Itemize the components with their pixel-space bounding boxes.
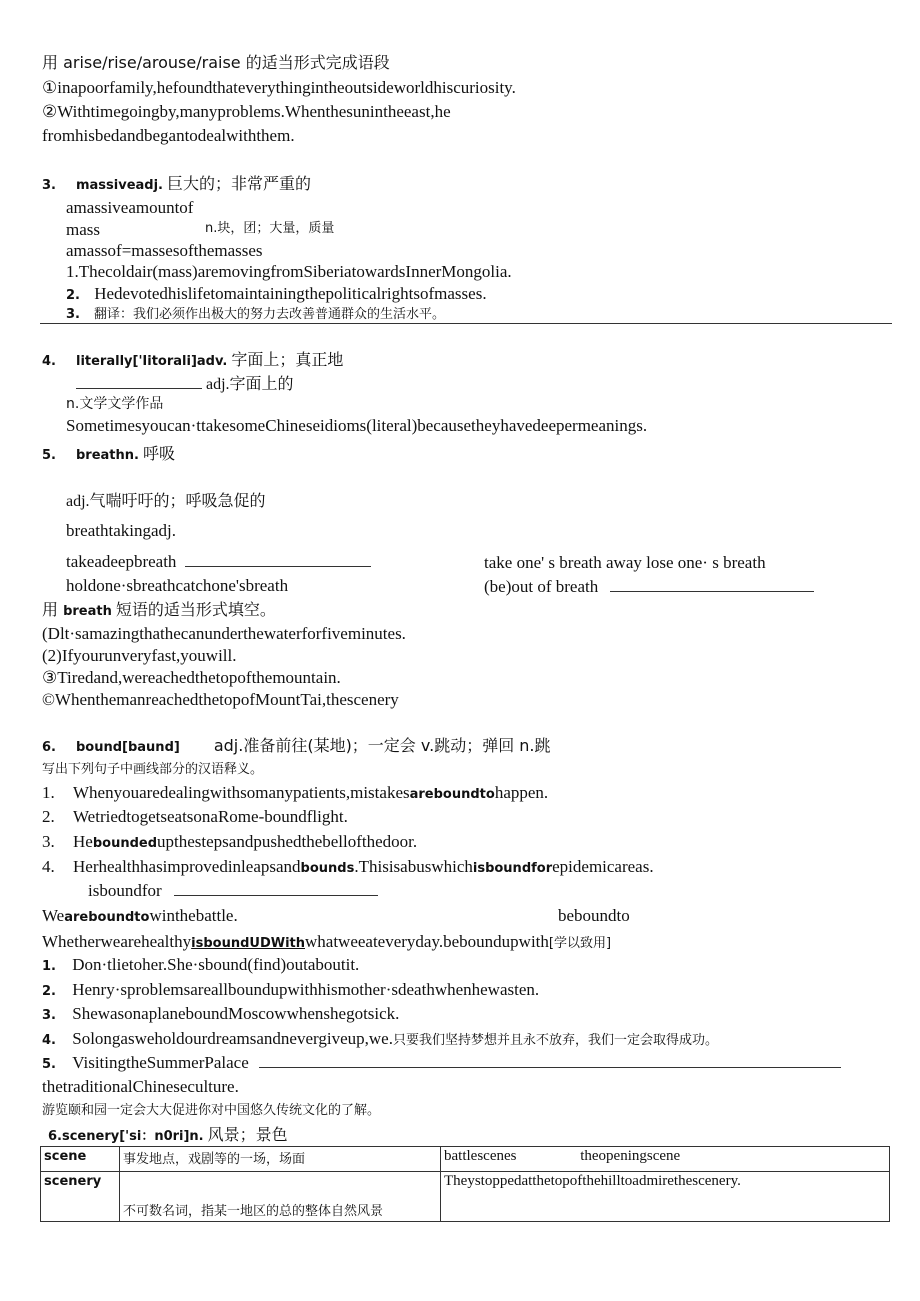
bound-practice-2-number: 2. — [42, 984, 56, 999]
mass-word: mass — [66, 220, 100, 239]
bound-number: 6. — [42, 740, 56, 755]
bound-sentence-4-e: epidemicareas. — [552, 857, 654, 876]
bound-practice-5-number: 5. — [42, 1057, 56, 1072]
bound-sentence-2-number: 2. — [42, 807, 55, 826]
table-example-1: battlescenes — [444, 1148, 517, 1164]
bound-sentence-3-c: upthestepsandpushedthebellofthedoor. — [157, 832, 418, 851]
bound-sentence-4-b: bounds — [300, 861, 355, 876]
bound-practice-1-number: 1. — [42, 959, 56, 974]
bound-example-healthy-c: whatweeateveryday.beboundupwith — [305, 932, 549, 951]
arise-line-1: ①inapoorfamily,hefoundthateverythingintheoutsideworldhiscuriosity. — [42, 78, 516, 97]
mass-phrases: amassof=massesofthemasses — [66, 241, 263, 260]
mass-example-3 — [66, 305, 445, 323]
bound-practice-5 — [42, 1053, 841, 1073]
scenery-heading — [48, 1126, 288, 1145]
isboundfor-text: isboundfor — [88, 881, 162, 900]
bound-example-win-a: We — [42, 906, 65, 925]
bound-sentence-1-a: Whenyouaredealingwithsomanypatients,mistakes — [73, 783, 410, 802]
table-cell-examples — [441, 1172, 890, 1222]
arise-line-2: ②Withtimegoingby,manyproblems.Whenthesunintheeast,he — [42, 102, 451, 121]
bound-sentence-4-number: 4. — [42, 857, 55, 876]
mass-example-1: 1.Thecoldair(mass)aremovingfromSiberiatowardsInnerMongolia. — [66, 262, 512, 281]
breath-phrase-4-blank[interactable] — [610, 577, 814, 592]
mass-example-3-number: 3. — [66, 307, 80, 322]
bound-practice-5-cn: 游览颐和园一定会大大促进你对中国悠久传统文化的了解。 — [42, 1103, 381, 1118]
literally-adj-line — [76, 374, 294, 394]
bound-practice-2 — [42, 980, 539, 1000]
bound-example-win — [42, 906, 238, 926]
bound-practice-3-text: ShewasonaplaneboundMoscowwhenshegotsick. — [72, 1004, 400, 1023]
literally-adj-blank[interactable] — [76, 374, 202, 389]
bound-practice-4-number: 4. — [42, 1033, 56, 1048]
bound-sentence-4-d: isboundfor — [472, 861, 553, 876]
bound-practice-4 — [42, 1029, 718, 1049]
mass-meaning: n.块，团；大量，质量 — [205, 221, 335, 236]
breath-exercise-4: ©WhenthemanreachedthetopofMountTai,thescenery — [42, 690, 399, 709]
bound-practice-5-cont: thetraditionalChineseculture. — [42, 1077, 239, 1096]
bound-sentence-2 — [42, 807, 348, 827]
bound-example-healthy-b: isboundUDWith — [191, 936, 305, 951]
breath-phrase-3: holdone·sbreathcatchone'sbreath — [66, 576, 289, 595]
bound-example-win-c: winthebattle. — [149, 906, 238, 925]
table-row — [41, 1172, 890, 1222]
breath-adj-line: adj.气喘吁吁的；呼吸急促的 — [66, 493, 266, 510]
literally-noun-line: n.文学文学作品 — [66, 396, 164, 412]
section-divider — [40, 323, 892, 324]
breath-phrase-1 — [66, 552, 371, 572]
breath-exercise-3: ③Tiredand,wereachedthetopofthemountain. — [42, 668, 341, 687]
bound-practice-4-text: Solongasweholdourdreamsandnevergiveup,we. — [72, 1029, 393, 1048]
bound-sentence-3 — [42, 832, 417, 852]
literally-heading — [42, 351, 343, 370]
bound-practice-5-blank[interactable] — [259, 1053, 841, 1068]
breath-exercise-1: (Dlt·samazingthathecanunderthewaterforfiveminutes. — [42, 624, 406, 643]
bound-sentence-1-b: areboundto — [409, 787, 495, 802]
breath-phrase-4-text: (be)out of breath — [484, 577, 599, 596]
mass-example-3-text: 翻译：我们必须作出极大的努力去改善普通群众的生活水平。 — [93, 307, 445, 322]
bound-example-healthy-a: Whetherwearehealthy — [42, 932, 192, 951]
bound-sentence-1-number: 1. — [42, 783, 55, 802]
table-cell-word: scene — [41, 1147, 120, 1172]
bound-instruction: 写出下列句子中画线部分的汉语释义。 — [42, 762, 264, 777]
scene-scenery-table — [40, 1146, 890, 1222]
breath-meaning: 呼吸 — [142, 444, 175, 463]
breathtaking-line: breathtakingadj. — [66, 521, 176, 540]
mass-example-2-number: 2. — [66, 288, 80, 303]
breath-instruction — [42, 601, 276, 620]
bound-practice-3-number: 3. — [42, 1008, 56, 1023]
bound-sentence-4-a: Herhealthhasimprovedinleapsand — [73, 857, 301, 876]
table-example-2: theopeningscene — [580, 1148, 681, 1164]
arise-line-3: fromhisbedandbegantodealwiththem. — [42, 126, 295, 145]
bound-practice-3 — [42, 1004, 399, 1024]
breath-phrase-4 — [484, 577, 814, 597]
bound-sentence-3-number: 3. — [42, 832, 55, 851]
bound-example-healthy-d: [学以致用] — [548, 936, 612, 951]
breath-exercise-2: (2)Ifyourunveryfast,youwill. — [42, 646, 237, 665]
mass-example-2-text: Hedevotedhislifetomaintainingthepoliticalrightsofmasses. — [94, 284, 487, 303]
massive-phrase: amassiveamountof — [66, 198, 194, 217]
bound-practice-1 — [42, 955, 359, 975]
bound-sentence-4-c: .Thisisabuswhich — [354, 857, 473, 876]
bound-practice-4-cn: 只要我们坚持梦想并且永不放弃，我们一定会取得成功。 — [392, 1033, 718, 1048]
scenery-word: 6.scenery['si：n0ri]n. — [48, 1129, 204, 1144]
bound-heading — [42, 737, 551, 756]
massive-number: 3. — [42, 178, 56, 193]
table-cell-word: scenery — [41, 1172, 120, 1222]
massive-word: massiveadj. — [75, 178, 163, 193]
table-cell-examples — [441, 1147, 890, 1172]
breath-phrase-1-blank[interactable] — [185, 552, 371, 567]
bound-practice-1-text: Don·tlietoher.She·sbound(find)outaboutit. — [72, 955, 360, 974]
bound-practice-5-text: VisitingtheSummerPalace — [72, 1053, 249, 1072]
literally-example: Sometimesyoucan·ttakesomeChineseidioms(literal)becausetheyhavedeepermeanings. — [66, 416, 648, 435]
breath-phrase-2: take one' s breath away lose one· s breath — [484, 553, 766, 572]
literally-word: literally['Iitorali]adv. — [75, 354, 228, 369]
breath-heading — [42, 445, 175, 464]
bound-example-healthy — [42, 932, 611, 952]
bound-sentence-3-a: He — [73, 832, 93, 851]
bound-sentence-1-c: happen. — [494, 783, 549, 802]
breath-instruction-word: breath — [63, 604, 112, 619]
table-cell-def: 不可数名词，指某一地区的总的整体自然风景 — [120, 1172, 441, 1222]
breath-word: breathn. — [75, 448, 139, 463]
literally-adj-meaning: adj.字面上的 — [206, 376, 294, 393]
bound-sentence-2-text: WetriedtogetseatsonaRome-boundflight. — [73, 807, 348, 826]
isboundfor-line — [88, 881, 378, 901]
bound-practice-2-text: Henry·sproblemsareallboundupwithhismother·sdeathwhenhewasten. — [72, 980, 540, 999]
table-cell-def: 事发地点，戏剧等的一场，场面 — [120, 1147, 441, 1172]
bound-sentence-3-b: bounded — [92, 836, 158, 851]
breath-number: 5. — [42, 448, 56, 463]
bound-meaning: adj.准备前往(某地)；一定会 v.跳动；弹回 n.跳 — [213, 736, 551, 755]
bound-sentence-4 — [42, 857, 654, 877]
literally-meaning: 字面上；真正地 — [231, 350, 344, 369]
breath-instruction-suffix: 短语的适当形式填空。 — [115, 600, 276, 619]
isboundfor-blank[interactable] — [174, 881, 378, 896]
mass-example-2 — [66, 284, 487, 304]
breath-instruction-prefix: 用 — [42, 600, 64, 619]
table-row — [41, 1147, 890, 1172]
arise-instruction: 用 arise/rise/arouse/raise 的适当形式完成语段 — [42, 53, 390, 72]
bound-example-win-b: areboundto — [64, 910, 150, 925]
breath-phrase-1-text: takeadeepbreath — [66, 552, 177, 571]
bound-word: bound[baund] — [75, 740, 180, 755]
scenery-meaning: 风景；景色 — [207, 1125, 288, 1144]
massive-heading — [42, 175, 311, 194]
beboundto-label: beboundto — [558, 906, 630, 925]
massive-meaning: 巨大的；非常严重的 — [167, 174, 312, 193]
table-example-1: Theystoppedatthetopofthehilltoadmirethescenery. — [444, 1173, 741, 1189]
literally-number: 4. — [42, 354, 56, 369]
bound-sentence-1 — [42, 783, 548, 803]
